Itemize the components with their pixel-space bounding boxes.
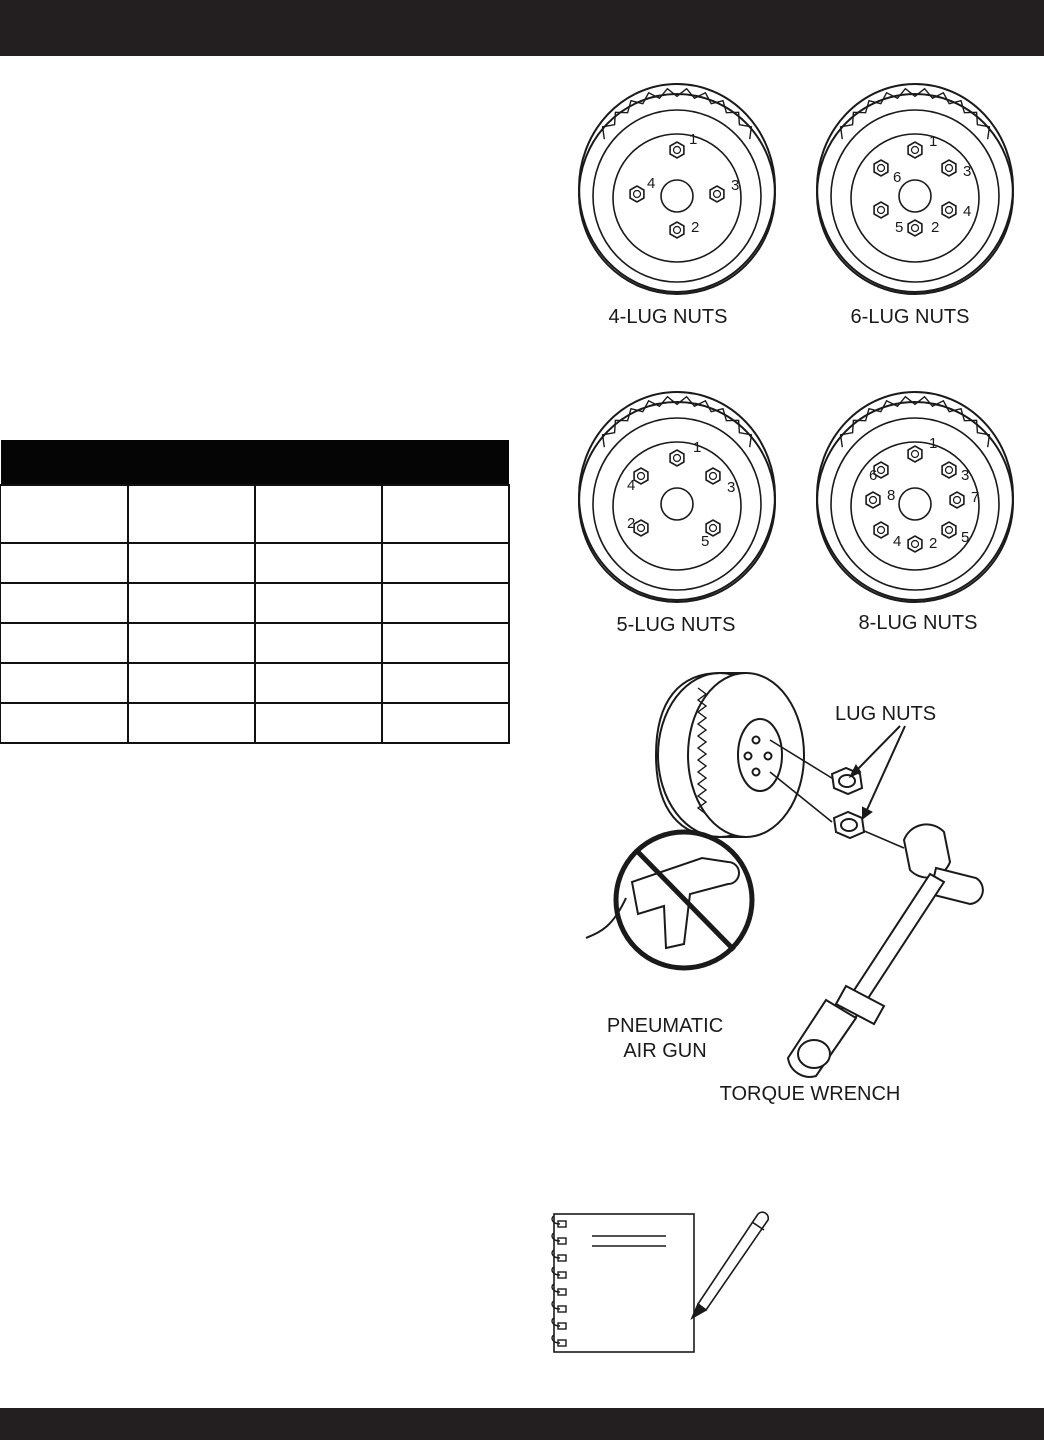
lug-nut-icon — [874, 522, 888, 538]
lug-number-label: 4 — [627, 477, 636, 494]
table-cell — [1, 623, 128, 663]
table-cell — [128, 703, 255, 743]
wheel-6-lug-label: 6-LUG NUTS — [850, 306, 970, 328]
table-cell — [382, 543, 509, 583]
lug-number-label: 2 — [931, 219, 940, 236]
lug-nut-icon — [874, 160, 888, 176]
wheel-hub — [899, 488, 931, 520]
torque-wrench-label: TORQUE WRENCH — [719, 1083, 901, 1105]
wheel-8-lug-label: 8-LUG NUTS — [858, 612, 978, 634]
lug-number-label: 1 — [929, 435, 938, 452]
table-cell — [382, 583, 509, 623]
lug-number-label: 1 — [693, 439, 702, 456]
lug-number-label: 3 — [731, 177, 740, 194]
table-row — [1, 623, 509, 663]
lug-number-label: 4 — [647, 175, 656, 192]
lug-nut-icon — [942, 160, 956, 176]
wheel-hub — [899, 180, 931, 212]
table-cell — [255, 623, 382, 663]
lug-number-label: 5 — [701, 533, 710, 550]
table-cell — [1, 663, 128, 703]
torque-wrench-figure — [570, 660, 1010, 1105]
table-cell — [382, 485, 509, 543]
lug-nut-icon — [634, 468, 648, 484]
table-header-band — [1, 440, 509, 485]
lug-nut-icon — [866, 492, 880, 508]
table-cell — [255, 485, 382, 543]
air-gun-label-line1: PNEUMATIC — [606, 1015, 724, 1037]
lug-nut-icon — [670, 142, 684, 158]
lug-number-label: 2 — [627, 515, 636, 532]
lug-number-label: 3 — [961, 467, 970, 484]
lug-nut-icon — [834, 812, 864, 838]
wheel-6-lug-diagram — [810, 76, 1020, 306]
table-cell — [1, 703, 128, 743]
air-gun-label-line2: AIR GUN — [623, 1040, 707, 1062]
wheel-4-lug-label: 4-LUG NUTS — [608, 306, 728, 328]
lug-nut-icon — [908, 220, 922, 236]
lug-nut-icon — [942, 202, 956, 218]
table-cell — [128, 623, 255, 663]
footer-bar — [0, 1408, 1044, 1440]
table-cell — [255, 543, 382, 583]
table-cell — [1, 485, 128, 543]
lug-number-label: 1 — [929, 133, 938, 150]
wheel-8-lug-diagram — [810, 384, 1020, 614]
table-row — [1, 663, 509, 703]
lug-nut-icon — [710, 186, 724, 202]
lug-number-label: 3 — [727, 479, 736, 496]
lug-nuts-label: LUG NUTS — [835, 703, 937, 725]
wheel-5-lug-label: 5-LUG NUTS — [616, 614, 736, 636]
table-cell — [128, 583, 255, 623]
prohibited-air-gun-icon — [586, 832, 752, 968]
header-bar — [0, 0, 1044, 56]
lug-nut-icon — [670, 450, 684, 466]
lug-nut-icon — [942, 462, 956, 478]
table-row — [1, 543, 509, 583]
wheel-5-lug-diagram — [572, 384, 782, 614]
wheel-hub — [661, 488, 693, 520]
lug-number-label: 2 — [691, 219, 700, 236]
lug-number-label: 4 — [963, 203, 972, 220]
lug-nut-icon — [634, 520, 648, 536]
table-cell — [1, 543, 128, 583]
table-column-heads — [1, 485, 509, 543]
notebook-pencil-icon — [542, 1206, 782, 1358]
table-cell — [1, 583, 128, 623]
table-cell — [128, 543, 255, 583]
lug-number-label: 5 — [895, 219, 904, 236]
lug-number-label: 3 — [963, 163, 972, 180]
lug-number-label: 8 — [887, 487, 896, 504]
wheel-hub — [661, 180, 693, 212]
lug-nut-icon — [630, 186, 644, 202]
table-cell — [128, 663, 255, 703]
lug-nut-icon — [942, 522, 956, 538]
torque-spec-table — [0, 440, 510, 744]
lug-nut-icon — [706, 468, 720, 484]
table-cell — [382, 623, 509, 663]
table-cell — [128, 485, 255, 543]
table-row — [1, 583, 509, 623]
table-cell — [255, 663, 382, 703]
table-cell — [382, 703, 509, 743]
lug-number-label: 4 — [893, 533, 902, 550]
table-cell — [255, 583, 382, 623]
lug-number-label: 5 — [961, 529, 970, 546]
lug-nut-icon — [874, 202, 888, 218]
table-row — [1, 703, 509, 743]
lug-number-label: 7 — [971, 489, 980, 506]
lug-nut-icon — [950, 492, 964, 508]
lug-nut-icon — [670, 222, 684, 238]
lug-number-label: 6 — [893, 169, 902, 186]
lug-number-label: 6 — [869, 467, 878, 484]
lug-nut-icon — [908, 142, 922, 158]
table-cell — [382, 663, 509, 703]
lug-nut-icon — [908, 536, 922, 552]
wheel-4-lug-diagram — [572, 76, 782, 306]
table-cell — [255, 703, 382, 743]
lug-nut-icon — [908, 446, 922, 462]
lug-number-label: 2 — [929, 535, 938, 552]
lug-number-label: 1 — [689, 131, 698, 148]
